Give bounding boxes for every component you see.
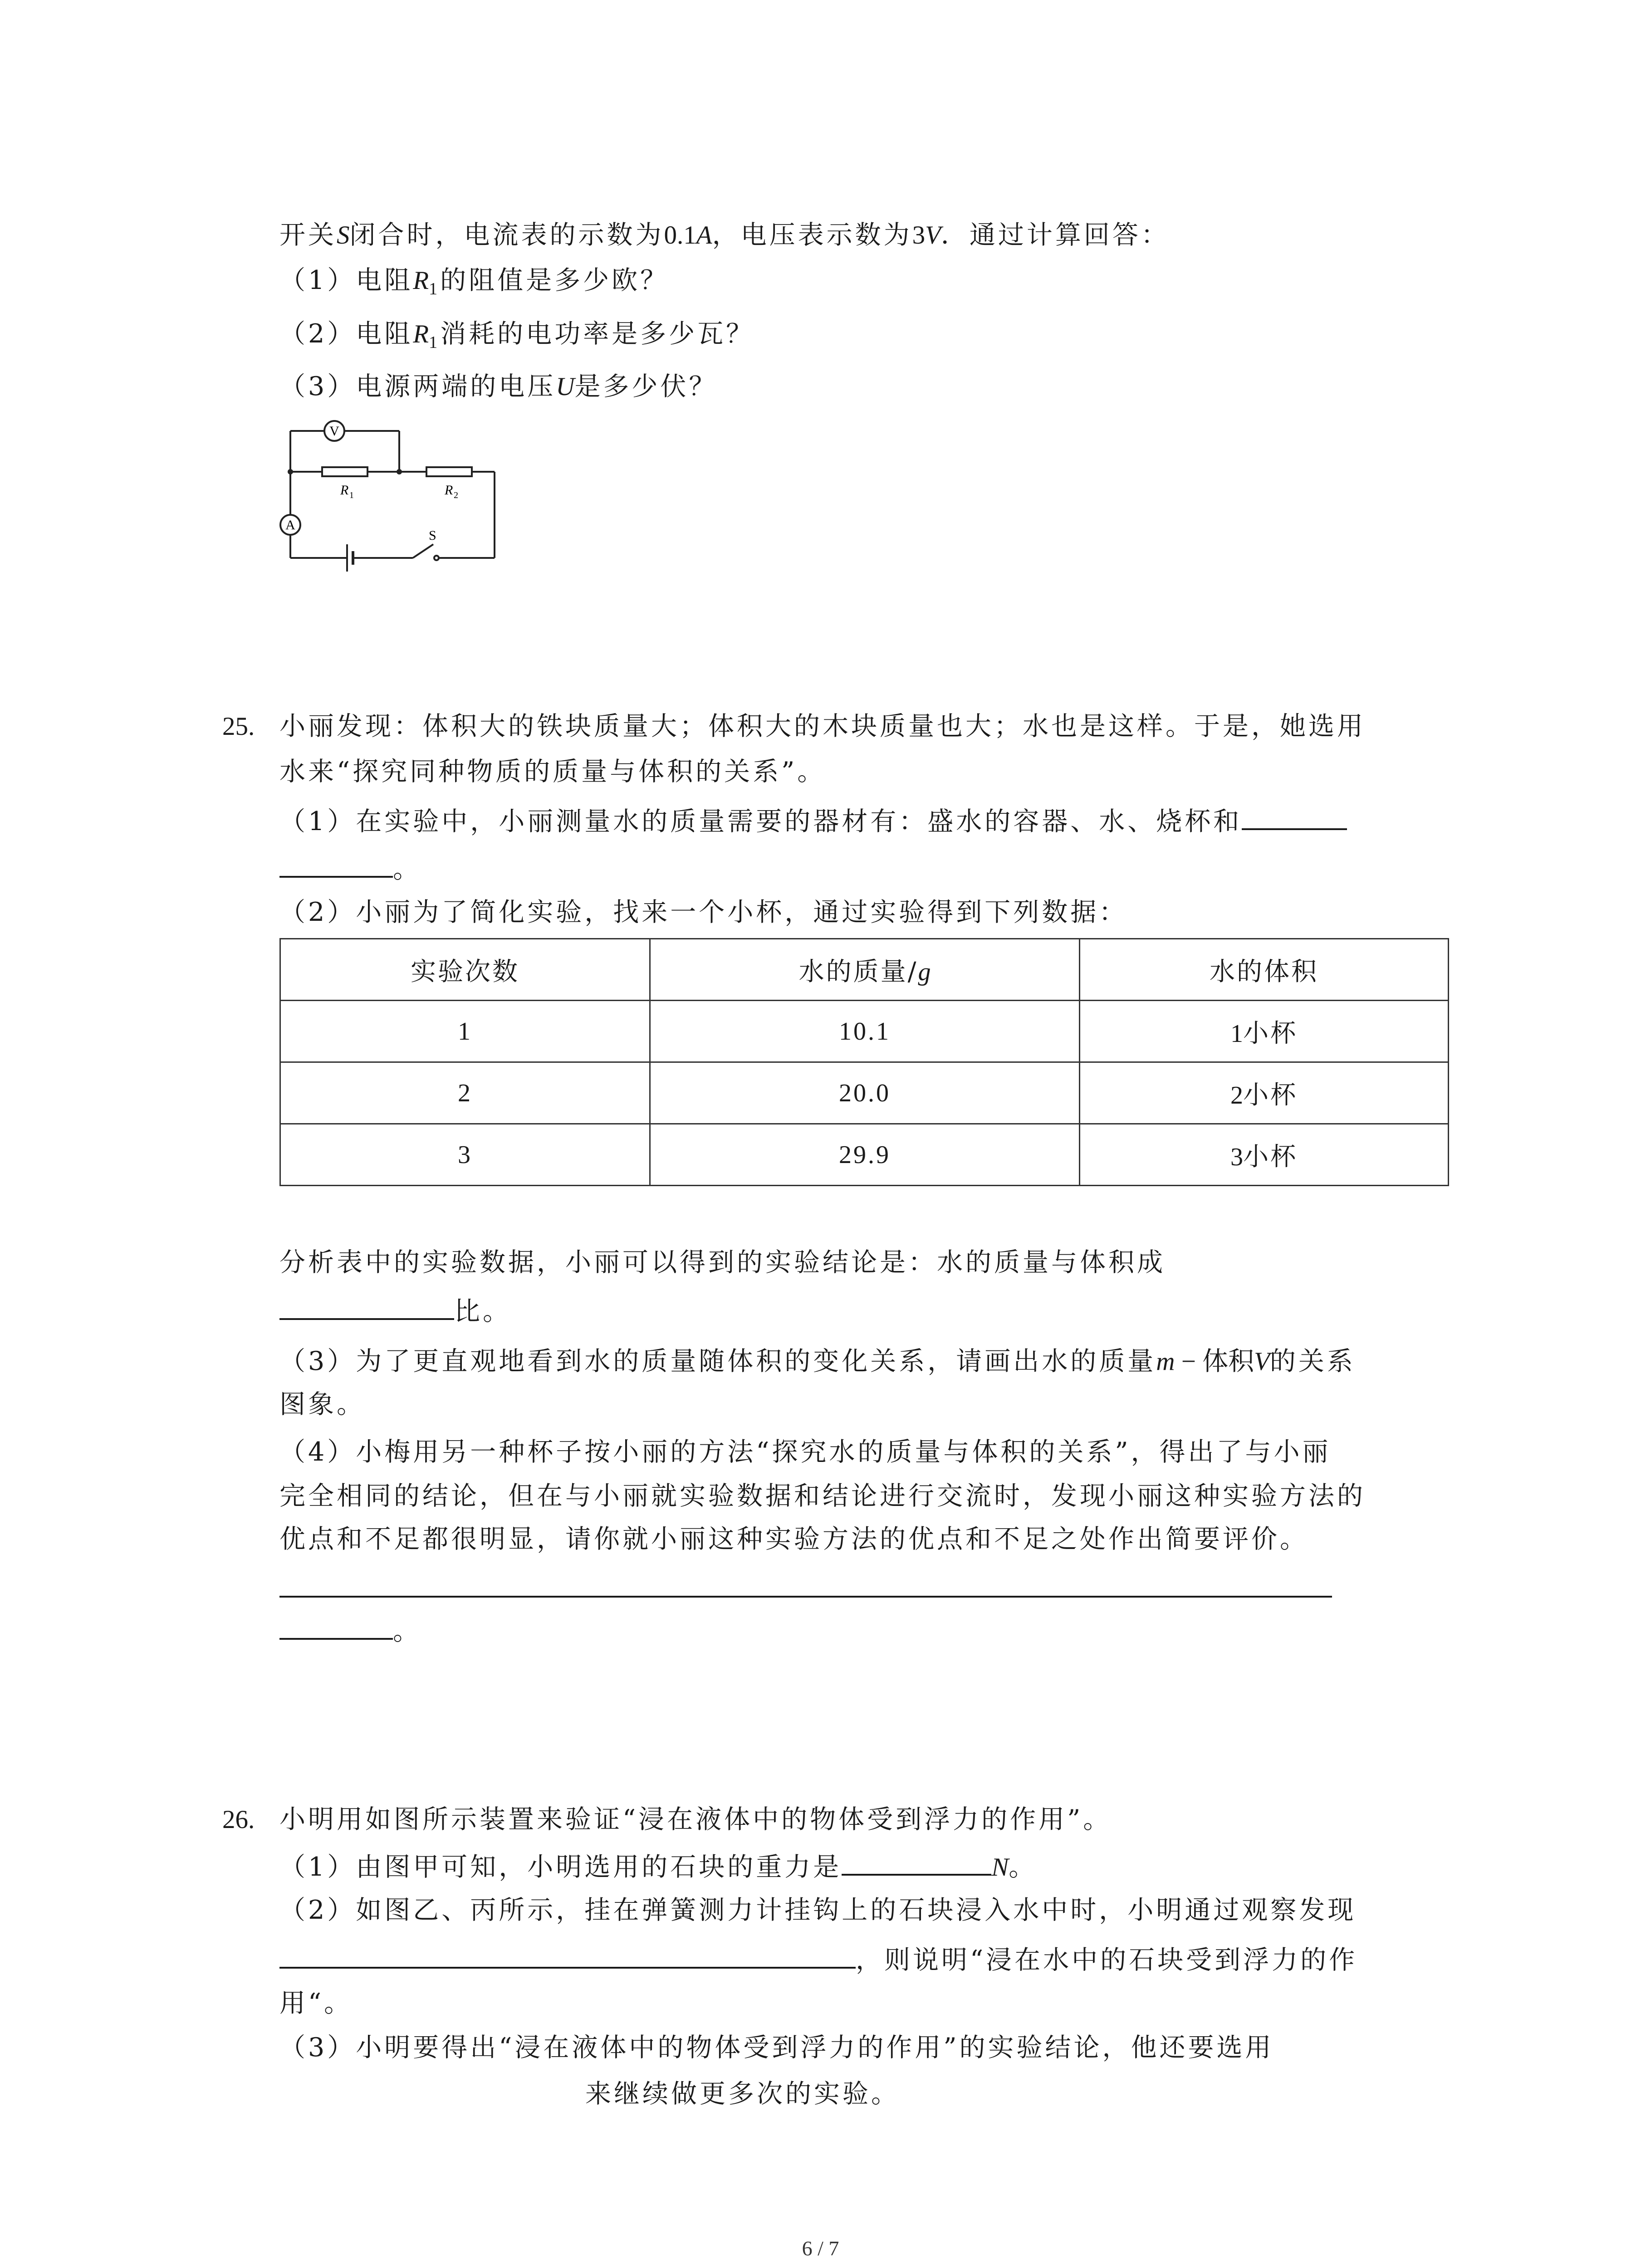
header-mass (650, 939, 1080, 1001)
question-number: 25. (222, 712, 255, 741)
q26-part3-2: 来继续做更多次的实验。 (585, 2079, 900, 2109)
q25-analysis: 分析表中的实验数据，小丽可以得到的实验结论是：水的质量与体积成 (279, 1247, 1166, 1277)
cell-mass: 10.1 (650, 1001, 1080, 1062)
text: ，电压表示数为 (712, 220, 912, 250)
cell-trial: 1 (280, 1001, 650, 1062)
q25-stem-1 (222, 710, 1366, 743)
r2-label: R (445, 483, 453, 498)
cell-mass: 20.0 (650, 1062, 1080, 1124)
answer-blank[interactable] (279, 1945, 856, 1969)
subscript: 1 (429, 279, 441, 298)
q25-part4-3: 优点和不足都很明显，请你就小丽这种实验方法的优点和不足之处作出简要评价。 (279, 1524, 1308, 1554)
r2-subscript: 2 (454, 490, 458, 500)
text: 小杯 (1243, 1080, 1298, 1110)
table-row (280, 1124, 1449, 1186)
q26-part2-2 (279, 1944, 1357, 1976)
q24-part3 (279, 370, 717, 403)
var-V: V (1254, 1347, 1270, 1376)
text: ，则说明“浸在水中的石块受到浮力的作 (856, 1945, 1358, 1975)
page-number: 6 / 7 (802, 2237, 839, 2260)
q25-part4-2: 完全相同的结论，但在与小丽就实验数据和结论进行交流时，发现小丽这种实验方法的 (279, 1481, 1366, 1511)
q26-part3-1: （3）小明要得出“浸在液体中的物体受到浮力的作用”的实验结论，他还要选用 (279, 2033, 1274, 2063)
q25-part3-cont: 图象。 (279, 1389, 365, 1419)
text: 1 (1230, 1019, 1243, 1048)
answer-line[interactable] (279, 1596, 1332, 1598)
q26-part1 (279, 1851, 1037, 1884)
unit-N: N (991, 1853, 1009, 1882)
resistor-r1 (322, 467, 367, 476)
text: 闭合时，电流表的示数为 (349, 220, 664, 250)
voltmeter-label: V (329, 424, 339, 439)
cell-trial: 2 (280, 1062, 650, 1124)
text: 小杯 (1243, 1142, 1298, 1172)
q24-part2 (279, 318, 754, 359)
circuit-diagram (272, 408, 508, 581)
unit-A: A (696, 221, 712, 249)
junction-dot (397, 469, 402, 474)
q25-stem-2: 水来“探究同种物质的质量与体积的关系”。 (279, 757, 826, 787)
q25-part3 (279, 1345, 1356, 1378)
cell-volume (1080, 1124, 1449, 1186)
q26-part2-3: 用“。 (279, 1988, 353, 2018)
q26-stem (222, 1803, 1112, 1836)
table-row (280, 1001, 1449, 1062)
ammeter-label: A (285, 518, 295, 533)
text: 比。 (454, 1296, 511, 1326)
text: 小丽发现：体积大的铁块质量大；体积大的木块质量也大；水也是这样。于是，她选用 (279, 711, 1366, 741)
text: （2）电阻 (279, 319, 413, 349)
resistor-r2 (426, 467, 472, 476)
header-volume: 水的体积 (1080, 939, 1449, 1001)
text: 。 (393, 1616, 421, 1646)
cell-volume (1080, 1001, 1449, 1062)
var-m: m (1156, 1347, 1175, 1376)
cell-mass: 29.9 (650, 1124, 1080, 1186)
var-U: U (556, 372, 575, 401)
answer-blank[interactable] (279, 854, 393, 878)
q24-part1 (279, 264, 669, 305)
text: （3）为了更直观地看到水的质量随体积的变化关系，请画出水的质量 (279, 1346, 1156, 1376)
r1-subscript: 1 (349, 490, 354, 500)
text: 的关系 (1269, 1346, 1356, 1376)
q25-analysis-end (279, 1295, 511, 1328)
r1-label: R (340, 483, 349, 498)
text: 是多少伏？ (574, 371, 718, 401)
subscript: 1 (429, 333, 441, 352)
q25-part4-1: （4）小梅用另一种杯子按小丽的方法“探究水的质量与体积的关系”，得出了与小丽 (279, 1437, 1331, 1467)
answer-blank[interactable] (842, 1852, 991, 1876)
text: − 体积 (1175, 1347, 1254, 1376)
text: 小杯 (1243, 1018, 1298, 1048)
answer-blank[interactable] (279, 1296, 454, 1320)
var-R: R (413, 266, 429, 295)
q26-part2-1: （2）如图乙、丙所示，挂在弹簧测力计挂钩上的石块浸入水中时，小明通过观察发现 (279, 1895, 1357, 1925)
text: 2 (1230, 1081, 1243, 1110)
header-trial: 实验次数 (280, 939, 650, 1001)
table-row (280, 1062, 1449, 1124)
question-number: 26. (222, 1805, 255, 1834)
voltage-value: 3 (912, 221, 926, 249)
text: （1）在实验中，小丽测量水的质量需要的器材有：盛水的容器、水、烧杯和 (279, 807, 1242, 836)
text: 3 (1230, 1143, 1243, 1171)
cell-volume (1080, 1062, 1449, 1124)
switch-label: S (429, 528, 436, 543)
table-header-row (280, 939, 1449, 1001)
q25-part2: （2）小丽为了简化实验，找来一个小杯，通过实验得到下列数据： (279, 897, 1128, 927)
text: 水的质量/ (798, 957, 918, 987)
text: 的阻值是多少欧？ (440, 265, 669, 295)
current-value: 0.1 (664, 221, 696, 249)
unit-V: V (925, 221, 941, 249)
switch-contact (434, 556, 439, 560)
answer-blank[interactable] (279, 1616, 393, 1640)
answer-blank[interactable] (1242, 807, 1347, 830)
text: 。 (1009, 1852, 1038, 1882)
text: （3）电源两端的电压 (279, 371, 556, 401)
q25-part1 (279, 805, 1347, 838)
q25-part1-end (279, 853, 421, 885)
experiment-table (279, 938, 1449, 1186)
var-S: S (337, 221, 350, 249)
text: （1）由图甲可知，小明选用的石块的重力是 (279, 1852, 842, 1882)
text: 开关 (279, 220, 337, 250)
unit-g: g (918, 958, 931, 986)
text: （1）电阻 (279, 265, 413, 295)
cell-trial: 3 (280, 1124, 650, 1186)
q25-part4-end (279, 1615, 421, 1647)
var-R: R (413, 320, 429, 348)
text: 小明用如图所示装置来验证“浸在液体中的物体受到浮力的作用”。 (279, 1804, 1112, 1834)
text: 消耗的电功率是多少瓦？ (440, 319, 755, 349)
text: ．通过计算回答： (941, 220, 1170, 250)
q24-intro (279, 219, 1170, 252)
switch-icon (413, 544, 433, 558)
junction-dot (288, 469, 293, 474)
text: 。 (393, 854, 421, 884)
